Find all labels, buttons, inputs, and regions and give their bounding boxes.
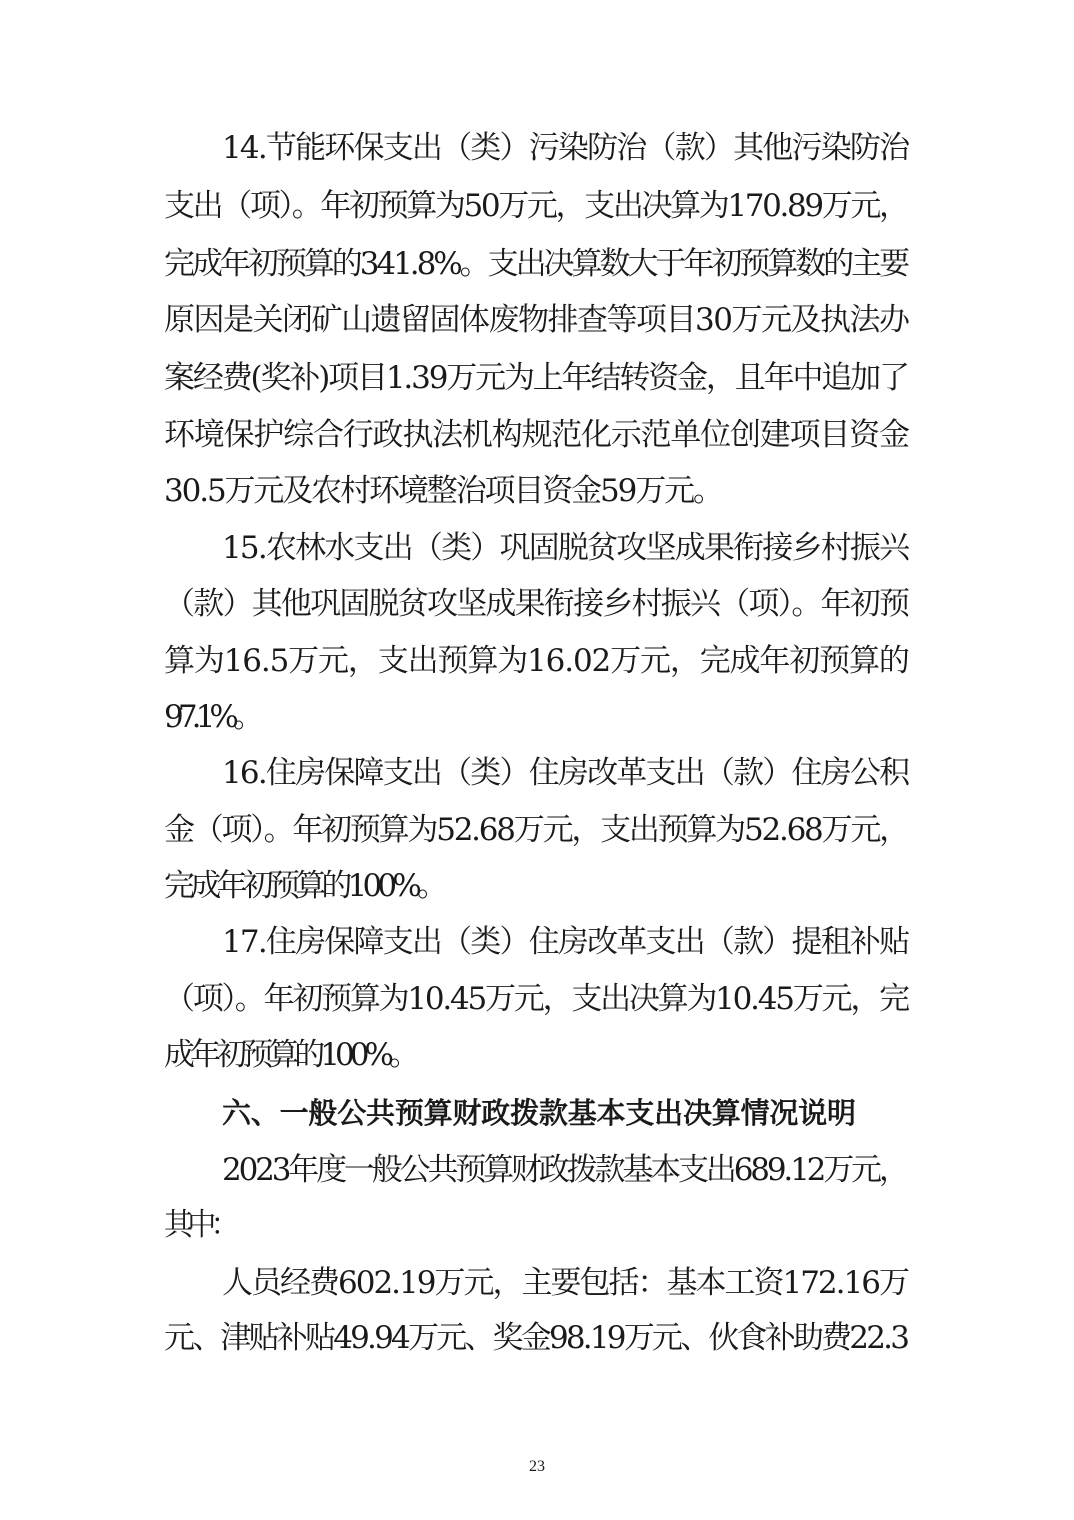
paragraph-16-line-3 [0, 866, 1074, 906]
personnel-line-2 [0, 1318, 1074, 1358]
text-line: 环境保护综合行政执法机构规范化示范单位创建项目资金 [164, 417, 909, 453]
text-line: 成年初预算的100%。 [164, 1037, 416, 1073]
paragraph-15-line-1 [0, 528, 1074, 568]
page-number: 23 [529, 1458, 545, 1475]
text-line: 元、津贴补贴49.94万元、奖金98.19万元、伙食补助费22.3 [164, 1320, 908, 1356]
text-line: 支出（项）。年初预算为50万元，支出决算为170.89万元， [164, 188, 908, 224]
paragraph-17-line-2 [0, 979, 1074, 1019]
personnel-line-1 [0, 1263, 1074, 1303]
paragraph-16-line-2 [0, 810, 1074, 850]
paragraph-14-line-2 [0, 186, 1074, 226]
text-line: 其中： [164, 1207, 234, 1243]
text-line: （项）。年初预算为10.45万元，支出决算为10.45万元，完 [164, 981, 908, 1017]
paragraph-17-line-3 [0, 1035, 1074, 1075]
section-heading-text: 六、一般公共预算财政拨款基本支出决算情况说明 [222, 1096, 856, 1130]
text-line: 完成年初预算的341.8%。支出决算数大于年初预算数的主要 [164, 246, 908, 282]
text-line: 案经费(奖补)项目1.39万元为上年结转资金，且年中追加了 [164, 360, 908, 396]
text-line: 2023年度一般公共预算财政拨款基本支出689.12万元， [222, 1152, 907, 1188]
paragraph-14-line-7 [0, 471, 1074, 511]
text-line: 算为16.5万元，支出预算为16.02万元，完成年初预算的 [164, 643, 909, 679]
text-line: 14.节能环保支出（类）污染防治（款）其他污染防治 [222, 130, 909, 166]
paragraph-14-line-3 [0, 244, 1074, 284]
paragraph-14-line-1 [0, 128, 1074, 168]
paragraph-14-line-5 [0, 358, 1074, 398]
paragraph-15-line-4 [0, 697, 1074, 737]
text-line: 完成年初预算的100%。 [164, 868, 444, 904]
text-line: 30.5万元及农村环境整治项目资金59万元。 [164, 473, 722, 509]
paragraph-14-line-6 [0, 415, 1074, 455]
section-heading [0, 1093, 1074, 1133]
paragraph-15-line-2 [0, 584, 1074, 624]
text-line: 原因是关闭矿山遗留固体废物排查等项目30万元及执法办 [164, 302, 909, 338]
text-line: 17.住房保障支出（类）住房改革支出（款）提租补贴 [222, 924, 909, 960]
paragraph-14-line-4 [0, 300, 1074, 340]
text-line: 97.1%。 [164, 699, 259, 735]
paragraph-17-line-1 [0, 922, 1074, 962]
paragraph-15-line-3 [0, 641, 1074, 681]
text-line: 人员经费602.19万元，主要包括：基本工资172.16万 [222, 1265, 908, 1301]
text-line: 16.住房保障支出（类）住房改革支出（款）住房公积 [222, 755, 909, 791]
summary-line-1 [0, 1150, 1074, 1190]
paragraph-16-line-1 [0, 753, 1074, 793]
summary-line-2 [0, 1205, 1074, 1245]
text-line: 15.农林水支出（类）巩固脱贫攻坚成果衔接乡村振兴 [222, 530, 909, 566]
text-line: 金（项）。年初预算为52.68万元，支出预算为52.68万元， [164, 812, 908, 848]
text-line: （款）其他巩固脱贫攻坚成果衔接乡村振兴（项）。年初预 [164, 586, 909, 622]
